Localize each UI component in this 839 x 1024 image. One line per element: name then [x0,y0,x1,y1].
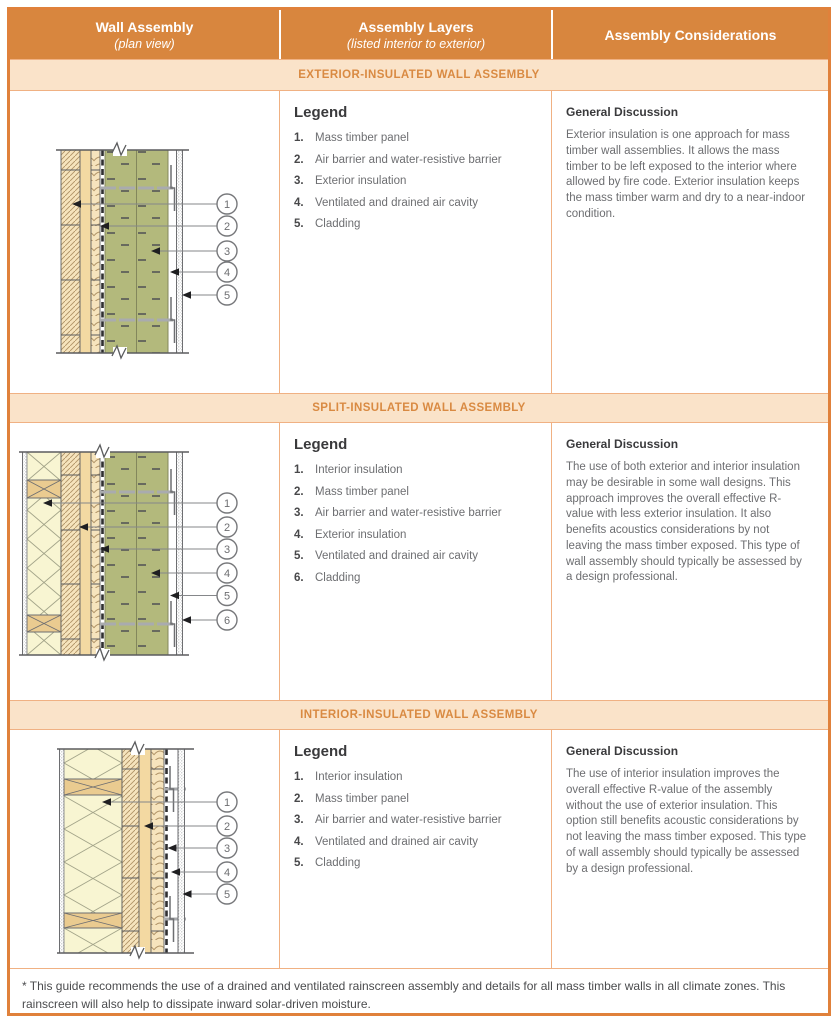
legend-title: Legend [294,743,348,760]
callout-5 [182,285,237,305]
discussion-body: Exterior insulation is one approach for mass timber wall assemblies. It allows the mass timber to be left exposed to the interior where allowed by fire code. Exterior insulation keeps the mass timber warm and dry to a near-indoor condition. [566,129,806,220]
wall-diagram-exterior-insulated [10,91,279,393]
footnote: * This guide recommends the use of a drained and ventilated rainscreen assembly and details for all mass timber walls in all climate zones. This rainscreen will also help to dissipate inward solar-driven moisture. [10,968,828,1013]
mass-timber-panel-layer [61,150,100,353]
air-cavity-layer [171,165,175,343]
column-header-assembly-considerations [551,10,828,59]
legend-item: 5. Ventilated and drained air cavity [294,550,479,562]
column-header-assembly-layers [279,10,551,59]
section-band-split-insulated [10,393,828,422]
section-band-label: EXTERIOR-INSULATED WALL ASSEMBLY [298,69,540,81]
exterior-insulation-layer [100,452,176,655]
interior-finish-layer [60,749,65,953]
svg-text:5: 5 [223,889,231,901]
legend-item: 1. Mass timber panel [294,132,409,144]
column-subtitle: (plan view) [114,36,175,51]
cladding-layer [177,452,183,655]
legend-item: 2. Mass timber panel [294,485,409,498]
discussion-cell [551,730,828,968]
legend-item: 3. Air barrier and water-resistive barrier [294,814,502,826]
callout-6 [182,610,237,630]
interior-insulation-layer [27,452,61,655]
interior-finish-layer [23,452,28,655]
svg-text:2: 2 [223,522,231,534]
discussion-title: General Discussion [566,744,679,758]
legend-title: Legend [294,104,348,121]
callout-5 [183,884,238,904]
discussion-title: General Discussion [566,437,679,451]
discussion-body: The use of interior insulation improves the overall effective R-value of the assembly without the use of exterior insulation. This option still benefits acoustic considerations by not leaving the mass timber exposed. This type of wall assembly should typically be assessed by a design professional. [566,768,807,875]
discussion-title: General Discussion [566,105,679,119]
discussion-body: The use of both exterior and interior insulation may be desirable in some wall designs. This approach improves the overall effective R-value with less exterior insulation. It also benefits acoustics considerations by not leaving the mass timber exposed. This type of wall assembly should typically be assessed by a design professional. [566,461,802,584]
legend-item: 3. Air barrier and water-resistive barrier [294,507,502,519]
svg-text:1: 1 [223,797,231,809]
svg-text:4: 4 [223,267,231,279]
legend-item: 2. Air barrier and water-resistive barrier [294,153,502,166]
wall-diagram-interior-insulated [10,730,279,968]
diagram-cell [10,423,279,700]
wall-assembly-table [7,7,831,1016]
legend-item: 5. Cladding [294,857,361,869]
wall-diagram-split-insulated [10,423,279,700]
section-row-interior-insulated [10,729,828,968]
svg-text:3: 3 [223,843,231,855]
discussion-cell [551,423,828,700]
legend-cell [279,91,551,393]
column-title: Assembly Considerations [604,26,777,43]
section-band-label: INTERIOR-INSULATED WALL ASSEMBLY [300,709,538,721]
legend-item: 5. Cladding [294,218,361,230]
legend-item: 1. Interior insulation [294,771,403,783]
svg-text:3: 3 [223,544,231,556]
legend-item: 3. Exterior insulation [294,175,407,187]
cladding-layer [178,749,185,953]
svg-text:4: 4 [223,867,231,879]
interior-insulation-layer [64,749,122,953]
svg-text:2: 2 [223,821,231,833]
section-row-split-insulated [10,422,828,700]
svg-text:2: 2 [223,221,231,233]
legend-item: 4. Ventilated and drained air cavity [294,835,479,848]
section-band-interior-insulated [10,700,828,729]
svg-text:6: 6 [223,615,231,627]
svg-text:1: 1 [223,498,231,510]
section-band-label: SPLIT-INSULATED WALL ASSEMBLY [312,402,526,414]
legend-item: 2. Mass timber panel [294,792,409,805]
legend-cell [279,423,551,700]
svg-text:4: 4 [223,568,231,580]
legend-cell [279,730,551,968]
svg-text:5: 5 [223,290,231,302]
legend-item: 6. Cladding [294,571,361,584]
legend-title: Legend [294,436,348,453]
air-cavity-layer [171,469,175,647]
column-title: Wall Assembly [95,18,194,35]
mass-timber-panel-layer [61,452,100,655]
section-row-exterior-insulated [10,90,828,393]
column-title: Assembly Layers [358,18,474,35]
discussion-cell [551,91,828,393]
section-band-exterior-insulated [10,59,828,90]
table-header-row [10,10,828,59]
mass-timber-panel-layer [122,749,164,953]
svg-text:1: 1 [223,199,231,211]
svg-text:3: 3 [223,246,231,258]
legend-item: 4. Ventilated and drained air cavity [294,196,479,209]
column-subtitle: (listed interior to exterior) [346,36,486,51]
diagram-cell [10,730,279,968]
legend-item: 1. Interior insulation [294,464,403,476]
diagram-cell [10,91,279,393]
column-header-wall-assembly [10,10,279,59]
svg-text:5: 5 [223,590,231,603]
legend-item: 4. Exterior insulation [294,528,407,541]
